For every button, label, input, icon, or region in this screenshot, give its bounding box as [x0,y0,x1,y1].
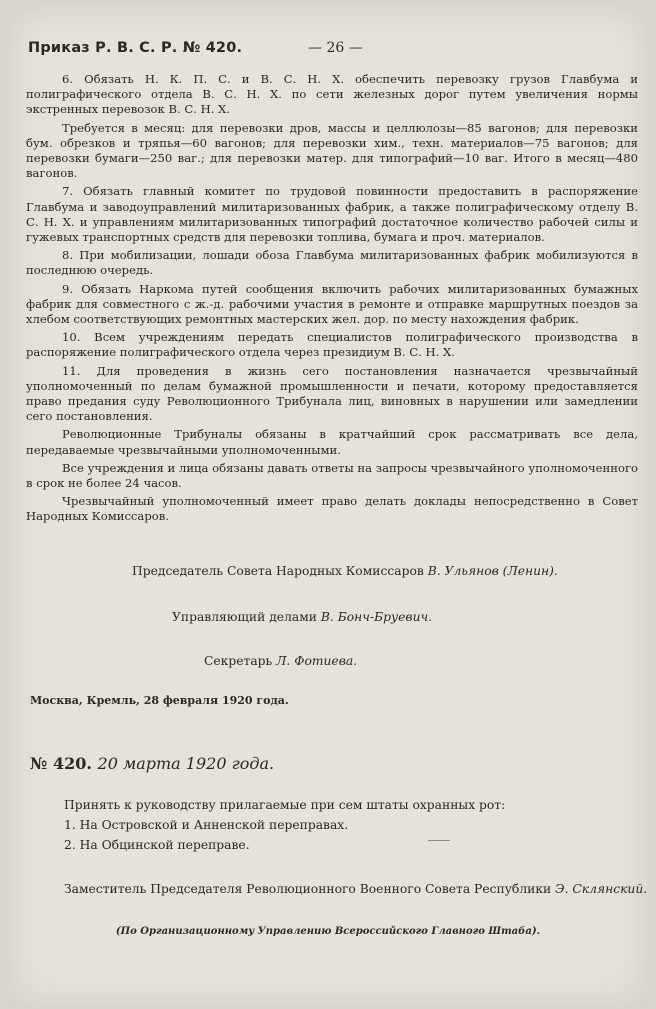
manager-name: В. Бонч-Бруевич. [320,610,433,624]
pencil-mark [428,840,450,841]
chairman-title: Председатель Совета Народных Комиссаров [132,564,424,578]
manager-title: Управляющий делами [172,610,317,624]
source-note: (По Организационному Управлению Всероссийского Главного Штаба). [115,926,541,937]
order-item-2: 2. На Обцинской переправе. [64,838,250,852]
order-intro: Принять к руководству прилагаемые при сем штаты охранных рот: [64,798,506,812]
deputy-name: Э. Склянский. [555,882,648,896]
paragraph-11: 11. Для проведения в жизнь сего постановления назначается чрезвычайный уполномоченный по делам бумажной промышленности и печати, которому предоставляется право предания суду Революционного Трибунала лиц, виновных в нарушении или замедлении сего постановления. [26,363,638,424]
signature-deputy [64,882,647,896]
paragraph-7: 7. Обязать главный комитет по трудовой повинности предоставить в распоряжение Главбума и заводоуправлений милитаризованных фабрик, а также полиграфическому отделу В. С. Н. Х. и управлениям милитаризованных типографий достаточное количество рабочей силы и гужевых транспортных средств для перевозки топлива, бумага и проч. материалов. [26,184,638,245]
chairman-name: В. Ульянов (Ленин). [427,564,558,578]
page-header [28,40,628,60]
page-number: — 26 — [308,40,363,56]
paragraph-10: 10. Всем учреждениям передать специалистов полиграфического производства в распоряжение полиграфического отдела через президиум В. С. Н. Х. [26,330,638,360]
order-reference: Приказ Р. В. С. Р. № 420. [28,40,243,56]
paragraph-6: 6. Обязать Н. К. П. С. и В. С. Н. Х. обеспечить перевозку грузов Главбума и полиграфического отдела В. С. Н. Х. по сети железных дорог путем увеличения нормы экстренных перевозок В. С. Н. Х. [26,72,638,117]
signature-secretary [204,654,357,668]
signature-manager [172,610,432,624]
signature-chairman [132,564,558,578]
paragraph-tribunals: Революционные Трибуналы обязаны в кратчайший срок рассматривать все дела, передаваемые чрезвычайными уполномоченными. [26,427,638,457]
order-heading [30,754,274,773]
secretary-title: Секретарь [204,654,273,668]
paragraph-requirements: Требуется в месяц: для перевозки дров, массы и целлюлозы—85 вагонов; для перевозки бум. обрезков и тряпья—60 вагонов; для перевозки хим., техн. материалов—75 вагонов; для перевозки бумаги—250 ваг.; для перевозки матер. для типографий—10 ваг. Итого в месяц—480 вагонов. [26,120,638,181]
paragraph-institutions: Все учреждения и лица обязаны давать ответы на запросы чрезвычайного уполномоченного в срок не более 24 часов. [26,460,638,491]
document-page [8,6,648,1006]
deputy-title: Заместитель Председателя Революционного Военного Совета Республики [64,882,552,896]
place-date: Москва, Кремль, 28 февраля 1920 года. [30,694,289,707]
decree-body [26,72,638,528]
secretary-name: Л. Фотиева. [276,654,358,668]
paragraph-8: 8. При мобилизации, лошади обоза Главбума милитаризованных фабрик мобилизуются в последнюю очередь. [26,248,638,278]
paragraph-9: 9. Обязать Наркома путей сообщения включить рабочих милитаризованных бумажных фабрик для совместного с ж.-д. рабочими участия в ремонте и отправке маршрутных поездов за хлебом соответствующих ремонтных мастерских жел. дор. по месту нахождения фабрик. [26,281,638,327]
order-date: 20 марта 1920 года. [97,754,275,773]
order-number: № 420. [30,754,92,773]
order-item-1: 1. На Островской и Анненской переправах. [64,818,349,832]
paragraph-reports: Чрезвычайный уполномоченный имеет право делать доклады непосредственно в Совет Народных Комиссаров. [26,494,638,524]
